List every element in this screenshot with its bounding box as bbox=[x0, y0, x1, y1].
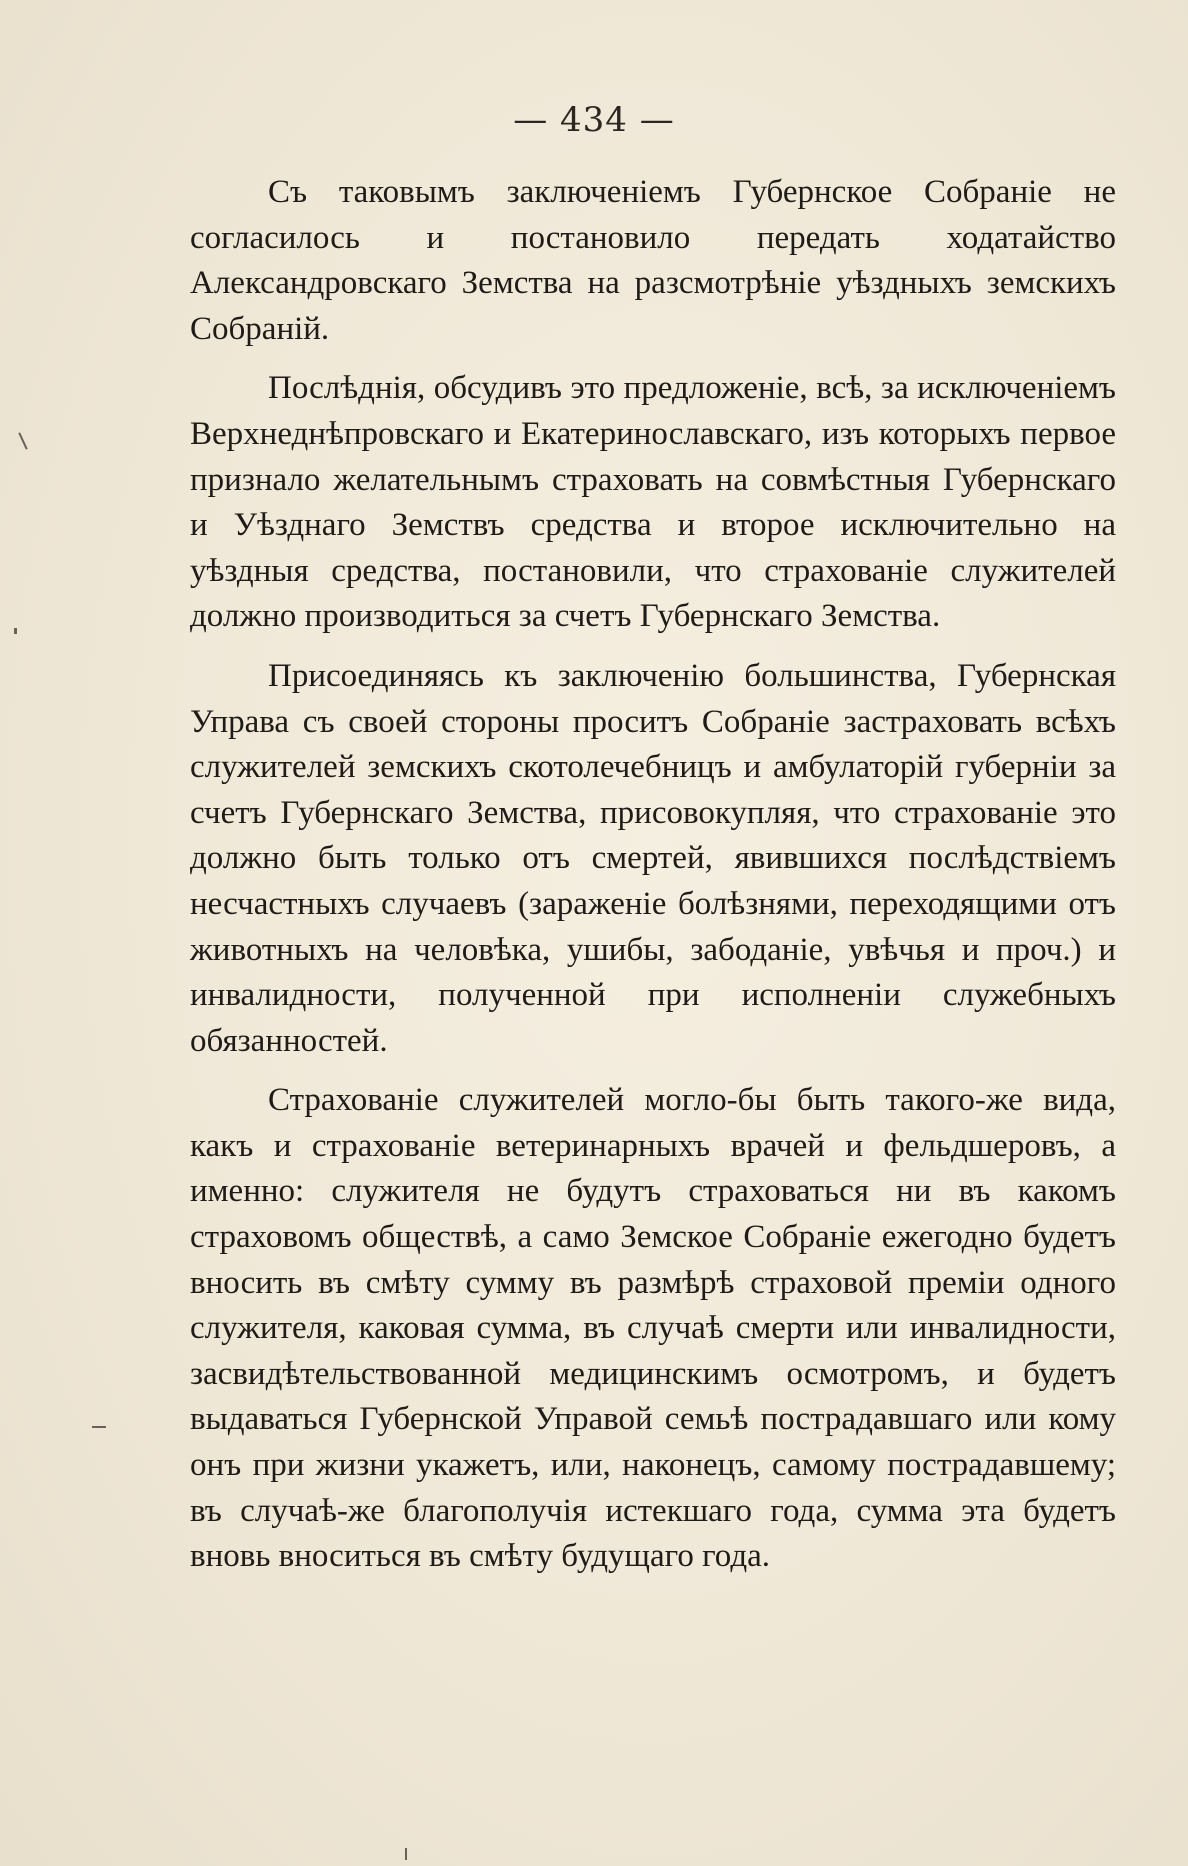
paragraph: Съ таковымъ заключеніемъ Губернское Собраніе не согласилось и постановило передать ходатайство Александровскаго Земства на разсмотрѣніе уѣздныхъ земскихъ Собраній. bbox=[190, 174, 1116, 347]
paragraph: Страхованіе служителей могло-бы быть такого-же вида, какъ и страхованіе ветеринарныхъ врачей и фельдшеровъ, а именно: служителя не будутъ страховаться ни въ какомъ страховомъ обществѣ, а само Земское Собраніе ежегодно будетъ вносить въ смѣту сумму въ размѣрѣ страховой преміи одного служителя, каковая сумма, въ случаѣ смерти или инвалидности, засвидѣтельствованной медицинскимъ осмотромъ, и будетъ выдаваться Губернской Управой семьѣ пострадавшаго или кому онъ при жизни укажетъ, или, наконецъ, самому пострадавшему; въ случаѣ-же благополучія истекшаго года, сумма эта будетъ вновь вноситься въ смѣту будущаго года. bbox=[190, 1082, 1116, 1575]
margin-mark bbox=[405, 1848, 407, 1860]
page-number: — 434 — bbox=[513, 100, 675, 140]
margin-mark bbox=[18, 432, 27, 449]
body-text bbox=[190, 170, 1116, 1580]
margin-mark bbox=[14, 628, 17, 634]
paragraph: Присоединяясь къ заключенію большинства, Губернская Управа съ своей стороны проситъ Собраніе застраховать всѣхъ служителей земскихъ скотолечебницъ и амбулаторій губерніи за счетъ Губернскаго Земства, присовокупляя, что страхованіе это должно быть только отъ смертей, явившихся послѣдствіемъ несчастныхъ случаевъ (зараженіе болѣзнями, переходящими отъ животныхъ на человѣка, ушибы, забоданіе, увѣчья и проч.) и инвалидности, полученной при исполненіи служебныхъ обязанностей. bbox=[190, 657, 1116, 1059]
margin-mark bbox=[92, 1426, 106, 1428]
paragraph: Послѣднія, обсудивъ это предложеніе, всѣ, за исключеніемъ Верхнеднѣпровскаго и Екатеринославскаго, изъ которыхъ первое признало желательнымъ страховать на совмѣстныя Губернскаго и Уѣзднаго Земствъ средства и второе исключительно на уѣздныя средства, постановили, что страхованіе служителей должно производиться за счетъ Губернскаго Земства. bbox=[190, 370, 1116, 635]
